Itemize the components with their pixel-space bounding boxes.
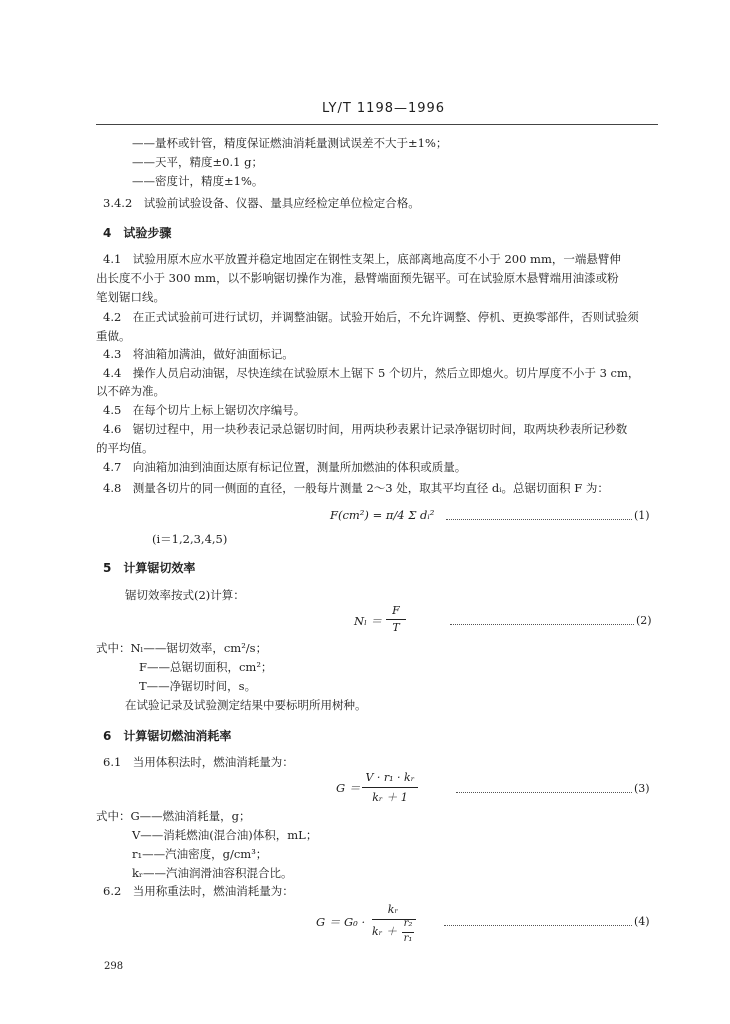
clause-6-2: 6.2 当用称重法时，燃油消耗量为： bbox=[103, 884, 294, 898]
equation-2-number: (2) bbox=[636, 614, 652, 627]
equation-3-numerator: V · r₁ · kᵣ bbox=[365, 771, 415, 784]
definition-line: 式中：G——燃油消耗量，g； bbox=[96, 809, 251, 823]
clause-4-2-line-1: 4.2 在正式试验前可进行试切，并调整油锯。试验开始后，不允许调整、停机、更换零部件，否则试验须 bbox=[103, 310, 639, 324]
clause-4-3: 4.3 将油箱加满油，做好油面标记。 bbox=[103, 347, 294, 361]
equation-2-leader bbox=[450, 623, 634, 625]
clause-4-7: 4.7 向油箱加油到油面达原有标记位置，测量所加燃油的体积或质量。 bbox=[103, 460, 467, 474]
clause-4-8: 4.8 测量各切片的同一侧面的直径，一般每片测量 2～3 处，取其平均直径 dᵢ。总锯切面积 F 为： bbox=[103, 481, 609, 495]
equation-2-numerator: F bbox=[392, 604, 400, 617]
definition-line: F——总锯切面积，cm²； bbox=[139, 660, 273, 674]
list-item: ——天平，精度±0.1 g； bbox=[132, 155, 263, 169]
equation-1-leader bbox=[446, 518, 632, 520]
equation-4-number: (4) bbox=[634, 915, 650, 928]
section-6-heading: 6 计算锯切燃油消耗率 bbox=[103, 729, 232, 743]
equation-2-lhs: Nₗ ＝ bbox=[354, 614, 383, 628]
equation-1-index-range: (i＝1,2,3,4,5) bbox=[152, 532, 228, 546]
definition-line: T——净锯切时间，s。 bbox=[139, 679, 257, 693]
equation-4-inner-denominator: r₁ bbox=[403, 933, 413, 944]
clause-3-4-2: 3.4.2 试验前试验设备、仪器、量具应经检定单位检定合格。 bbox=[103, 196, 420, 210]
section-5-intro: 锯切效率按式(2)计算： bbox=[125, 588, 245, 602]
equation-3-denominator: kᵣ ＋ 1 bbox=[372, 791, 408, 804]
definition-line: kᵣ——汽油润滑油容积混合比。 bbox=[132, 866, 293, 880]
equation-4-numerator: kᵣ bbox=[387, 903, 399, 916]
equation-2-denominator: T bbox=[392, 621, 400, 634]
clause-4-4-line-1: 4.4 操作人员启动油锯，尽快连续在试验原木上锯下 5 个切片，然后立即熄火。切片厚度不小于 3 cm， bbox=[103, 366, 640, 380]
equation-1: F(cm²) = π/4 Σ dᵢ² bbox=[330, 508, 435, 522]
equation-3-lhs: G ＝ bbox=[336, 781, 361, 795]
page-number: 298 bbox=[104, 961, 124, 972]
equation-4-leader bbox=[444, 924, 632, 926]
section-4-heading: 4 试验步骤 bbox=[103, 226, 172, 240]
header-rule bbox=[96, 124, 658, 125]
equation-4-denominator-term: kᵣ ＋ bbox=[372, 925, 397, 938]
clause-4-6-line-1: 4.6 锯切过程中，用一块秒表记录总锯切时间，用两块秒表累计记录净锯切时间，取两块秒表所记秒数 bbox=[103, 422, 628, 436]
equation-3-fraction-bar bbox=[362, 787, 418, 788]
section-5-heading: 5 计算锯切效率 bbox=[103, 561, 196, 575]
clause-4-4-line-2: 以不碎为准。 bbox=[96, 384, 165, 398]
definition-line: V——消耗燃油(混合油)体积，mL； bbox=[132, 828, 318, 842]
equation-4-lhs: G ＝ G₀ · bbox=[316, 915, 366, 929]
clause-4-2-line-2: 重做。 bbox=[96, 329, 131, 343]
definition-line: 式中：Nₗ——锯切效率，cm²/s； bbox=[96, 641, 268, 655]
species-note: 在试验记录及试验测定结果中要标明所用树种。 bbox=[125, 698, 367, 712]
clause-4-1-line-1: 4.1 试验用原木应水平放置并稳定地固定在钢性支架上，底部离地高度不小于 200 mm，一端悬臂伸 bbox=[103, 252, 621, 266]
definition-line: r₁——汽油密度，g/cm³； bbox=[132, 847, 268, 861]
clause-4-6-line-2: 的平均值。 bbox=[96, 441, 154, 455]
clause-4-5: 4.5 在每个切片上标上锯切次序编号。 bbox=[103, 403, 306, 417]
clause-6-1: 6.1 当用体积法时，燃油消耗量为： bbox=[103, 755, 294, 769]
equation-3-leader bbox=[456, 791, 632, 793]
list-item: ——密度计，精度±1%。 bbox=[132, 174, 264, 188]
equation-1-number: (1) bbox=[634, 509, 650, 522]
clause-4-1-line-2: 出长度不小于 300 mm，以不影响锯切操作为准，悬臂端面预先锯平。可在试验原木悬臂端用油漆或粉 bbox=[96, 271, 619, 285]
equation-2-fraction-bar bbox=[386, 619, 406, 620]
clause-4-1-line-3: 笔划锯口线。 bbox=[96, 290, 165, 304]
standard-code-header: LY/T 1198—1996 bbox=[322, 101, 446, 116]
equation-3-number: (3) bbox=[634, 782, 650, 795]
equation-4-inner-numerator: r₂ bbox=[403, 918, 413, 929]
list-item: ——量杯或针管，精度保证燃油消耗量测试误差不大于±1%； bbox=[132, 136, 448, 150]
